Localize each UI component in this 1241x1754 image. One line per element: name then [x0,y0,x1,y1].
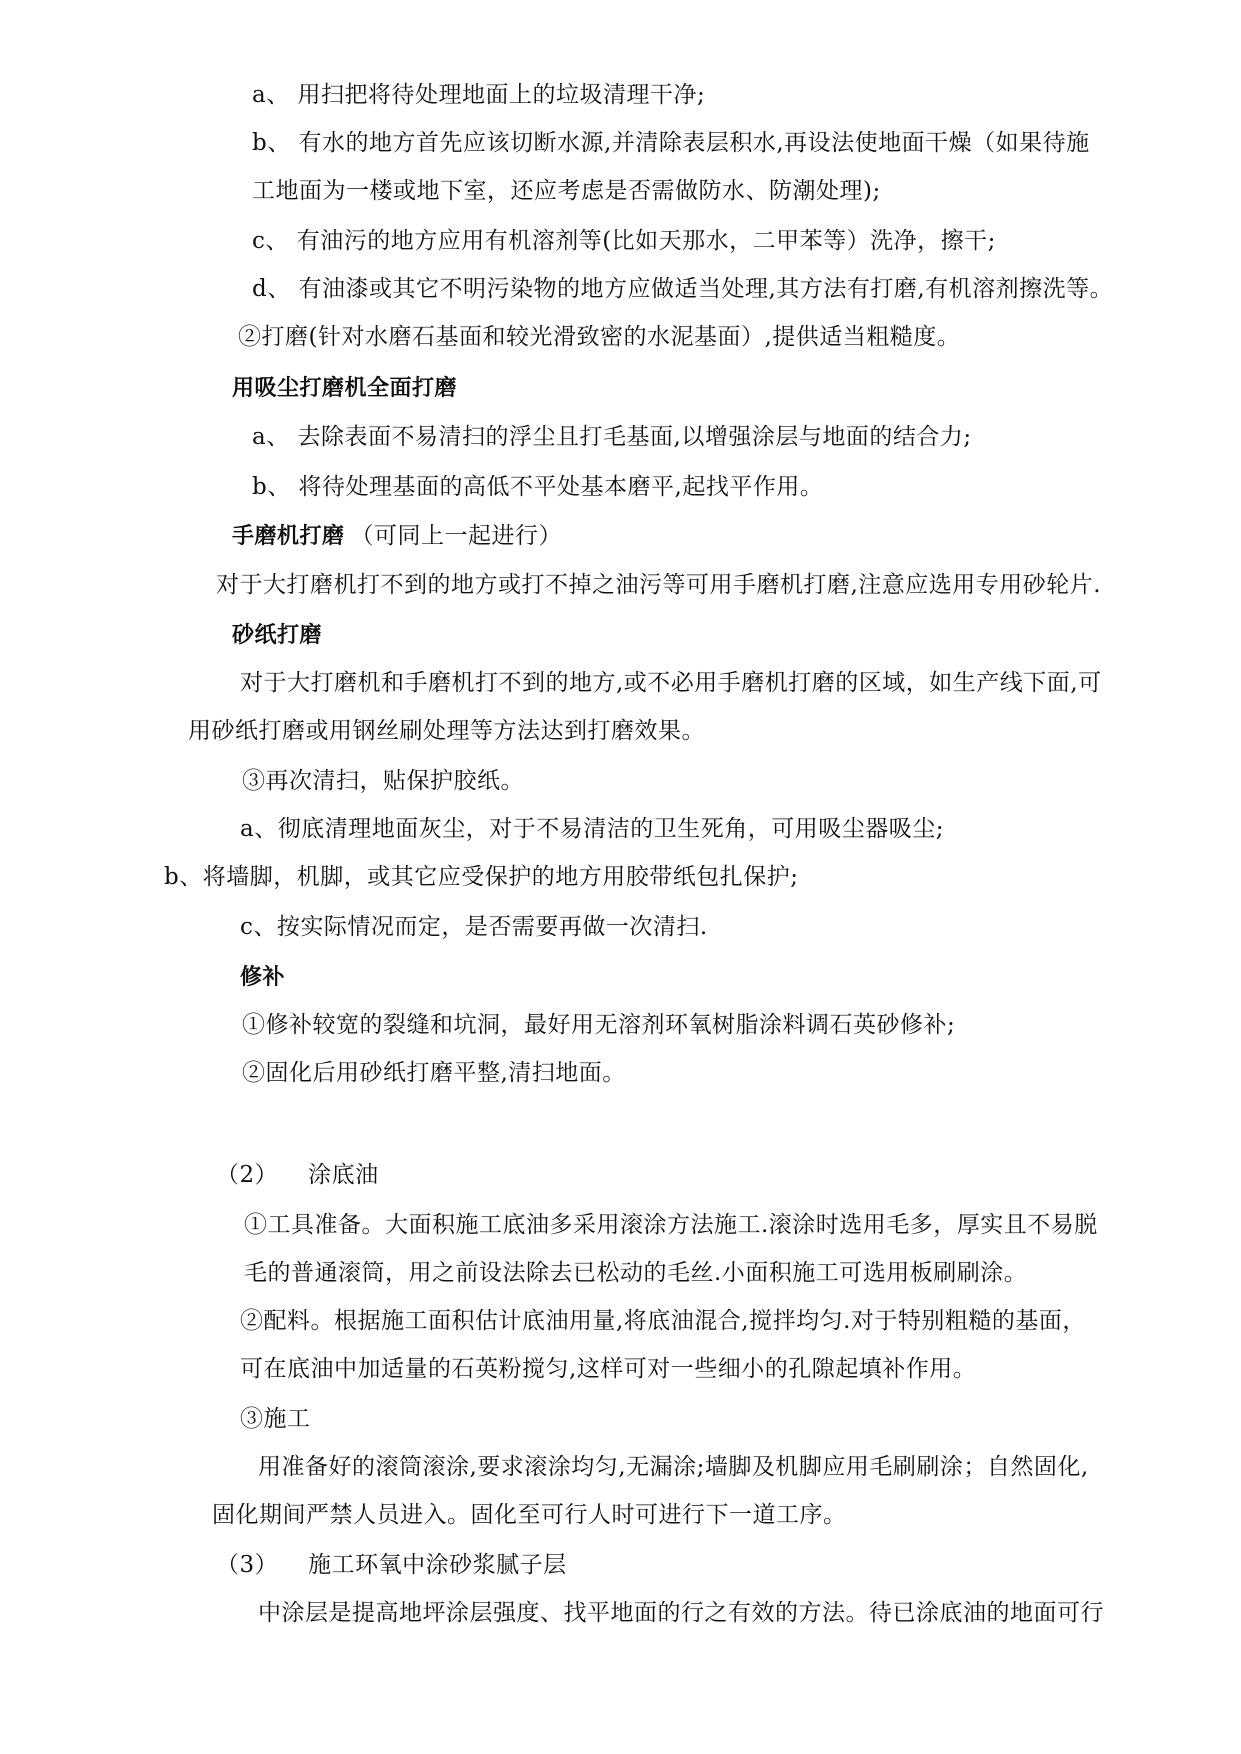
text-line: 毛的普通滚筒，用之前设法除去已松动的毛丝.小面积施工可选用板刷刷涂。 [244,1260,1028,1286]
text-line: d、 有油漆或其它不明污染物的地方应做适当处理,其方法有打磨,有机溶剂擦洗等。 [252,276,1114,302]
section-title: 涂底油 [308,1162,379,1188]
text-line: ③再次清扫，贴保护胶纸。 [242,768,524,794]
text-line: 可在底油中加适量的石英粉搅匀,这样可对一些细小的孔隙起填补作用。 [240,1356,977,1382]
section-number: （3） [216,1552,279,1578]
text-line: c、按实际情况而定，是否需要再做一次清扫. [240,914,708,940]
text-line: ③施工 [240,1406,311,1432]
text-line: a、彻底清理地面灰尘，对于不易清洁的卫生死角，可用吸尘器吸尘; [240,816,944,842]
section-title: 施工环氧中涂砂浆腻子层 [308,1552,567,1578]
section-heading: 手磨机打磨 [232,524,345,549]
section-heading: 修补 [240,965,286,990]
text-line: 固化期间严禁人员进入。固化至可行人时可进行下一道工序。 [212,1502,847,1528]
text-line: ②配料。根据施工面积估计底油用量,将底油混合,搅拌均匀.对于特别粗糙的基面， [240,1308,1086,1334]
text-line: ①修补较宽的裂缝和坑洞，最好用无溶剂环氧树脂涂料调石英砂修补; [242,1012,956,1038]
text-line: ②打磨(针对水磨石基面和较光滑致密的水泥基面）,提供适当粗糙度。 [238,324,961,350]
text-line: 对于大打磨机打不到的地方或打不掉之油污等可用手磨机打磨,注意应选用专用砂轮片. [216,572,1102,598]
text-line: b、 将待处理基面的高低不平处基本磨平,起找平作用。 [252,474,824,500]
text-line: 对于大打磨机和手磨机打不到的地方,或不必用手磨机打磨的区域，如生产线下面,可 [240,670,1102,696]
text-line: 用准备好的滚筒滚涂,要求滚涂均匀,无漏涂;墙脚及机脚应用毛刷刷涂；自然固化, [258,1454,1089,1480]
heading-note: （可同上一起进行） [350,523,563,549]
heading-line [232,521,562,552]
text-line: c、 有油污的地方应用有机溶剂等(比如天那水，二甲苯等）洗净，擦干; [252,228,996,254]
section-heading: 用吸尘打磨机全面打磨 [232,376,458,401]
text-line: 工地面为一楼或地下室，还应考虑是否需做防水、防潮处理); [252,178,881,204]
text-line: b、将墙脚，机脚，或其它应受保护的地方用胶带纸包扎保护; [164,864,799,890]
numbered-heading [216,1550,567,1580]
text-line: a、 用扫把将待处理地面上的垃圾清理干净; [252,82,706,108]
text-line: ②固化后用砂纸打磨平整,清扫地面。 [242,1060,626,1086]
text-line: ①工具准备。大面积施工底油多采用滚涂方法施工.滚涂时选用毛多，厚实且不易脱 [244,1212,1098,1238]
text-line: a、 去除表面不易清扫的浮尘且打毛基面,以增强涂层与地面的结合力; [252,424,972,450]
text-line: b、 有水的地方首先应该切断水源,并清除表层积水,再设法使地面干燥（如果待施 [252,130,1090,156]
text-line: 中涂层是提高地坪涂层强度、找平地面的行之有效的方法。待已涂底油的地面可行 [258,1600,1104,1626]
text-line: 用砂纸打磨或用钢丝刷处理等方法达到打磨效果。 [188,718,705,744]
numbered-heading [216,1160,379,1190]
section-heading: 砂纸打磨 [232,623,323,648]
section-number: （2） [216,1162,279,1188]
